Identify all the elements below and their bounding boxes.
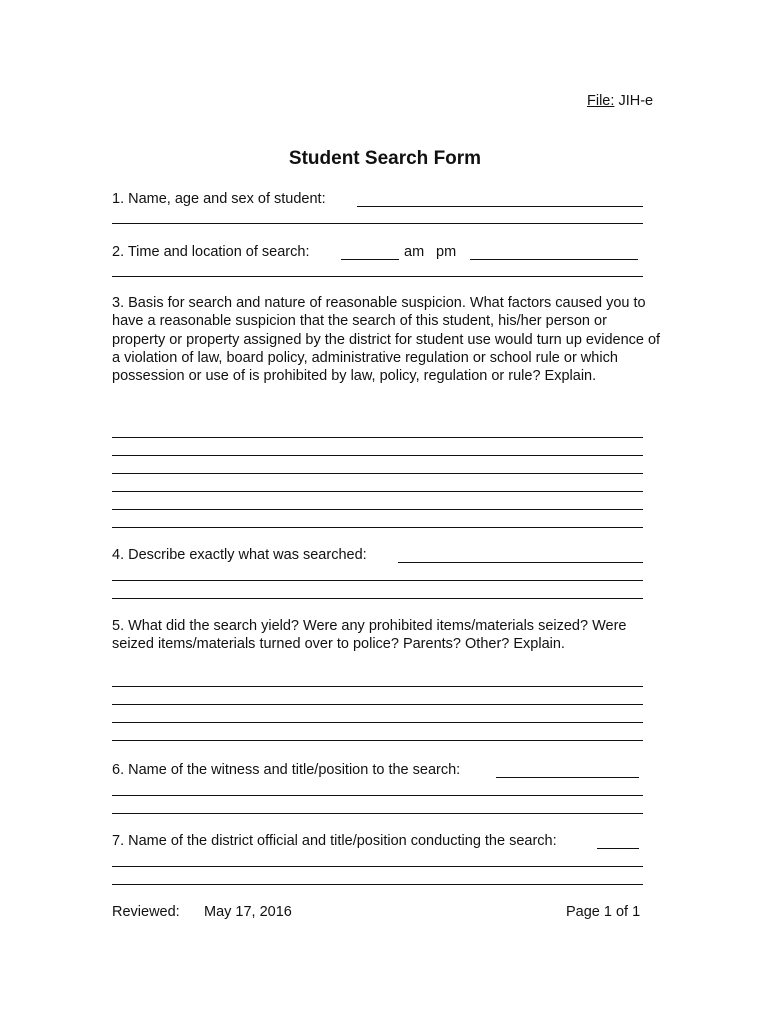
search-yield-answer-line[interactable] xyxy=(112,722,643,723)
file-label: File: xyxy=(587,93,615,109)
search-yield-answer-line[interactable] xyxy=(112,704,643,705)
suspicion-answer-line[interactable] xyxy=(112,527,643,528)
student-name-age-sex-field[interactable] xyxy=(357,206,643,207)
question-2-label: 2. Time and location of search: xyxy=(112,244,310,260)
district-official-answer-line[interactable] xyxy=(112,884,643,885)
search-yield-answer-line[interactable] xyxy=(112,740,643,741)
searched-items-answer-line[interactable] xyxy=(112,598,643,599)
question-3-label: 3. Basis for search and nature of reasonable suspicion. What factors caused you to have a reasonable suspicion that the search of this student, his/her person or property or property assigned by the district for student use would turn up evidence of a violation of law, board policy, administrative regulation or school rule or which possession or use of is prohibited by law, policy, regulation or rule? Explain. xyxy=(112,295,661,385)
search-time-field[interactable] xyxy=(341,259,399,260)
suspicion-answer-line[interactable] xyxy=(112,473,643,474)
file-code: JIH-e xyxy=(618,93,654,109)
page-number: Page 1 of 1 xyxy=(566,904,641,920)
student-name-age-sex-field-line-2[interactable] xyxy=(112,223,643,224)
question-6-label: 6. Name of the witness and title/position to the search: xyxy=(112,762,461,778)
district-official-field[interactable] xyxy=(597,848,639,849)
witness-answer-line[interactable] xyxy=(112,795,643,796)
am-option[interactable]: am xyxy=(404,244,425,260)
page-title: Student Search Form xyxy=(288,148,482,169)
searched-items-answer-line[interactable] xyxy=(112,580,643,581)
district-official-answer-line[interactable] xyxy=(112,866,643,867)
witness-field[interactable] xyxy=(496,777,639,778)
question-4-label: 4. Describe exactly what was searched: xyxy=(112,547,367,563)
reviewed-date: May 17, 2016 xyxy=(204,904,292,920)
pm-option[interactable]: pm xyxy=(436,244,457,260)
suspicion-answer-line[interactable] xyxy=(112,437,643,438)
question-7-label: 7. Name of the district official and title/position conducting the search: xyxy=(112,833,557,849)
search-location-field-line-2[interactable] xyxy=(112,276,643,277)
question-1-label: 1. Name, age and sex of student: xyxy=(112,191,326,207)
reviewed-label: Reviewed: xyxy=(112,904,180,920)
searched-items-field[interactable] xyxy=(398,562,643,563)
file-reference xyxy=(587,92,653,110)
question-5-label: 5. What did the search yield? Were any prohibited items/materials seized? Were seized items/materials turned over to police? Parents? Other? Explain. xyxy=(112,618,627,653)
suspicion-answer-line[interactable] xyxy=(112,509,643,510)
suspicion-answer-line[interactable] xyxy=(112,491,643,492)
search-yield-answer-line[interactable] xyxy=(112,686,643,687)
search-location-field[interactable] xyxy=(470,259,638,260)
witness-answer-line[interactable] xyxy=(112,813,643,814)
suspicion-answer-line[interactable] xyxy=(112,455,643,456)
